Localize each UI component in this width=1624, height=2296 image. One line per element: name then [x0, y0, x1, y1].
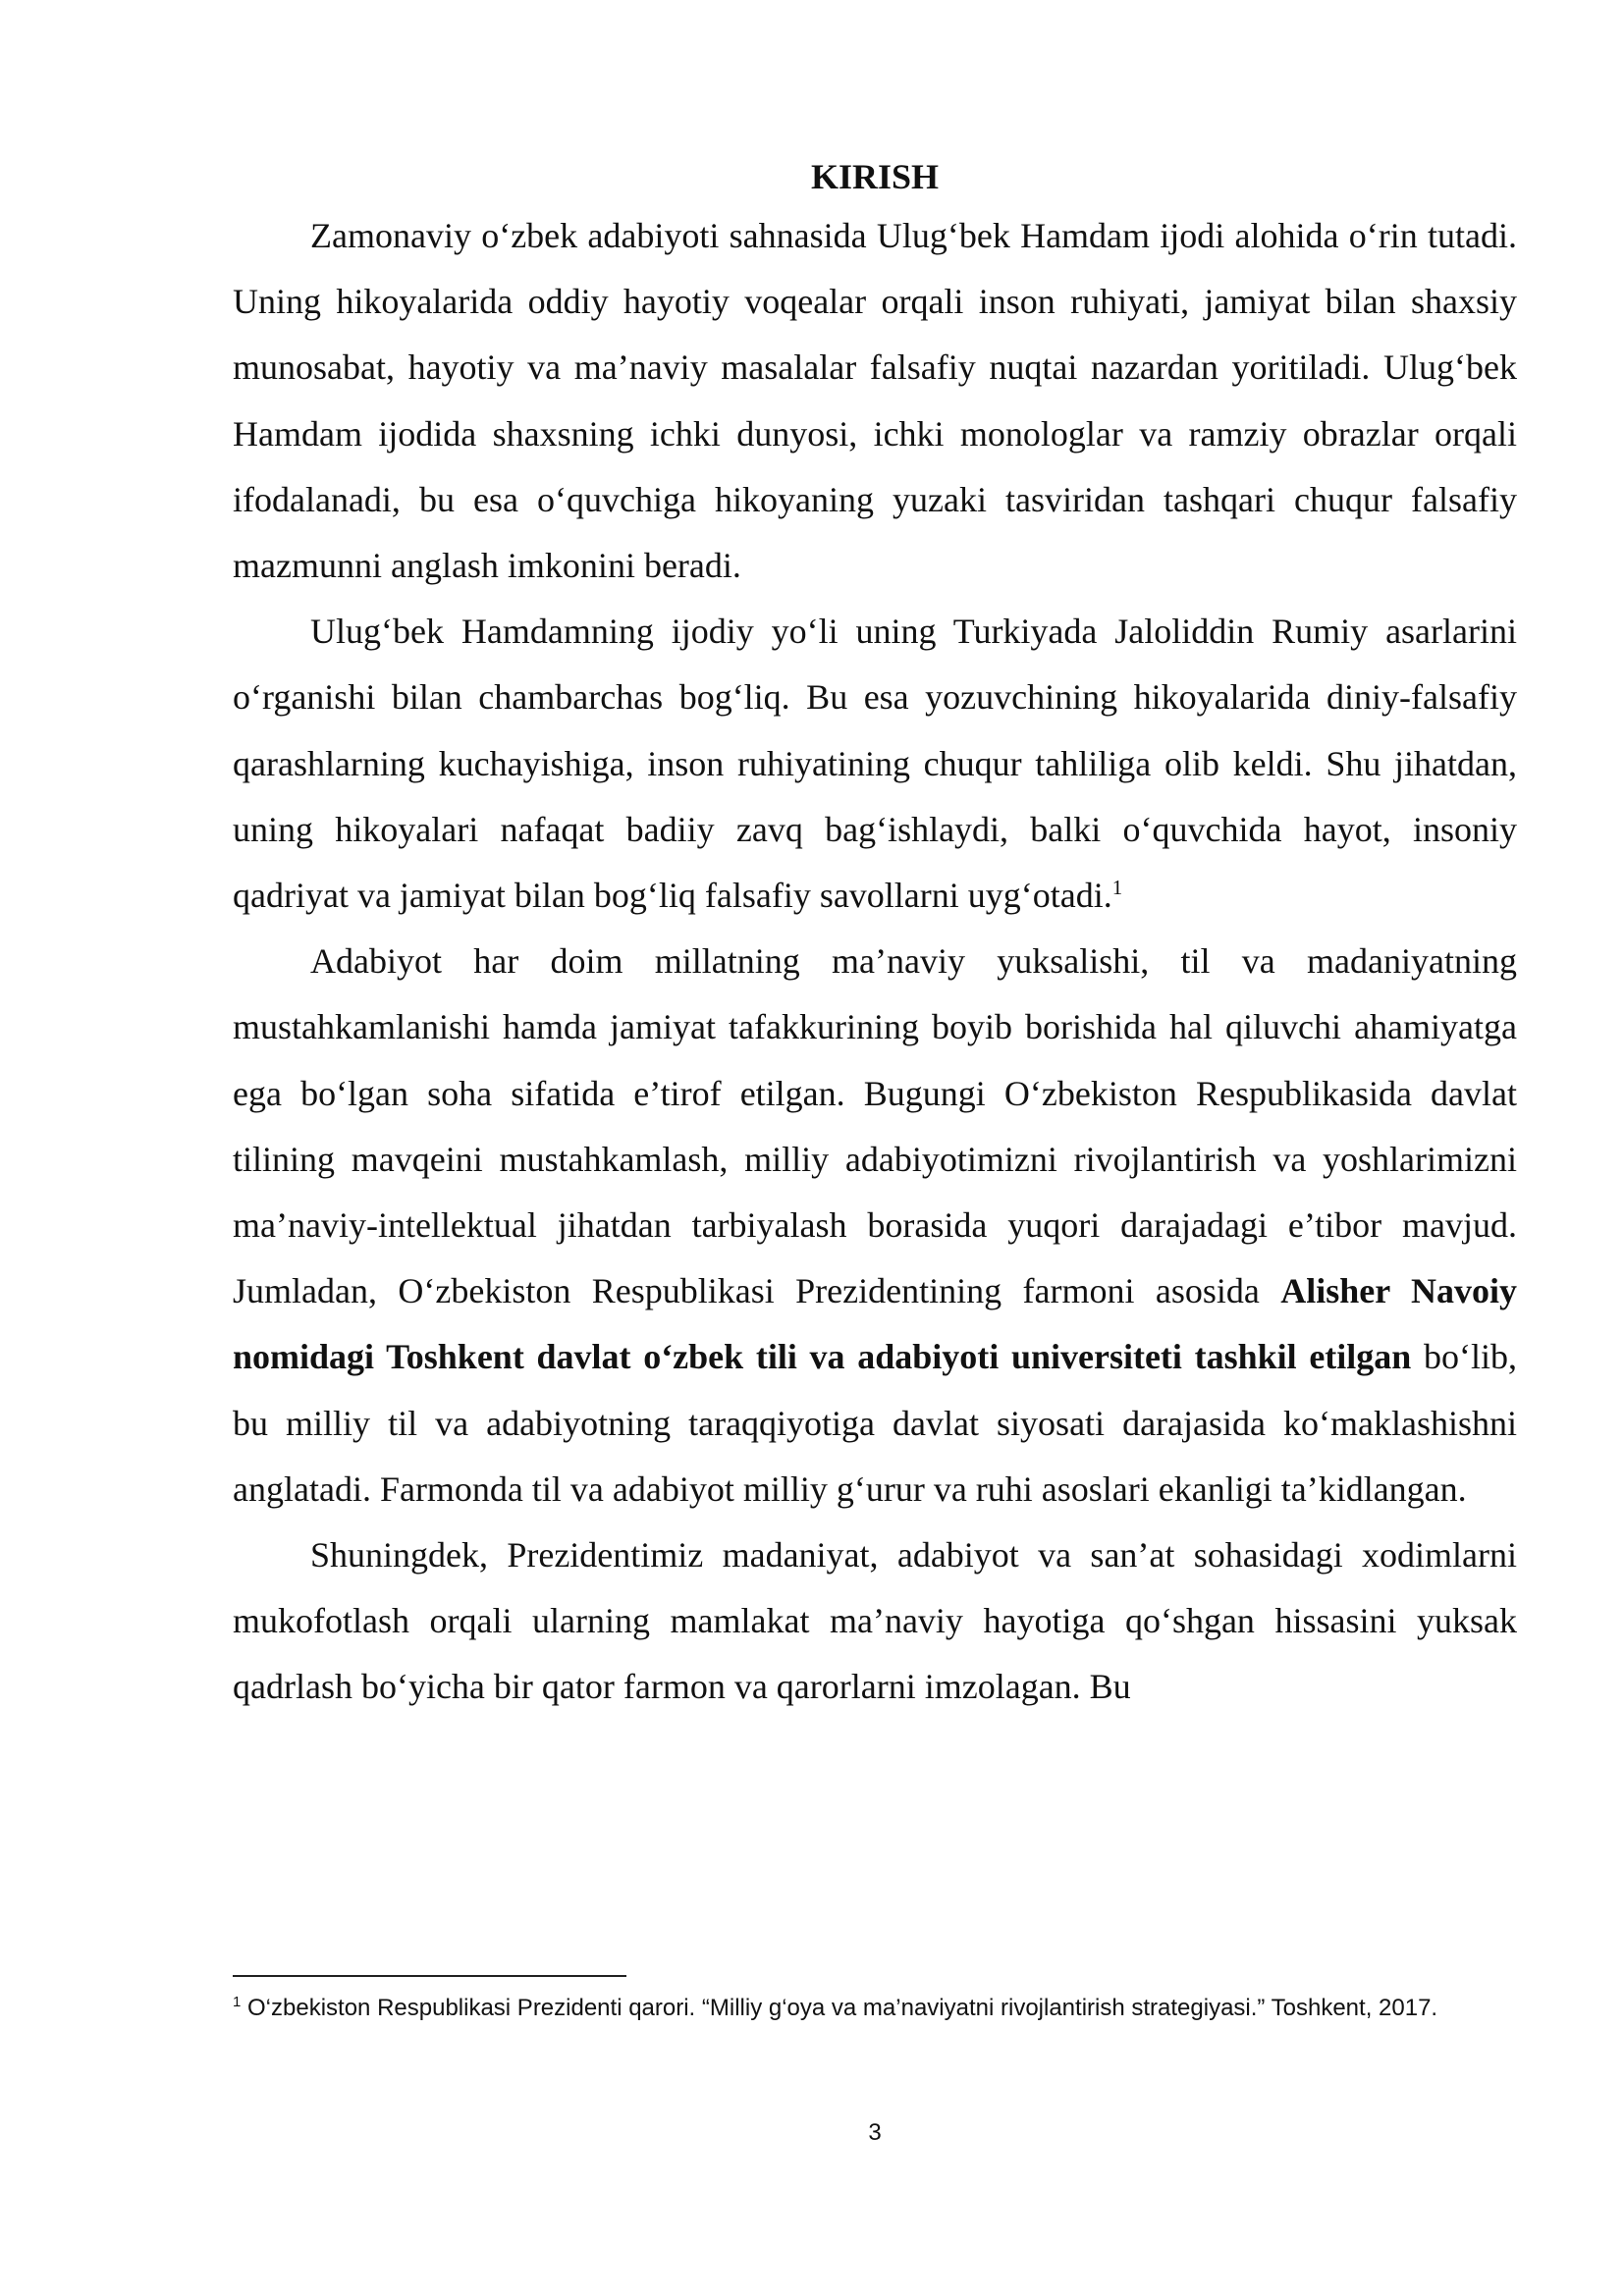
paragraph-3 [233, 929, 1517, 1522]
body-text [233, 152, 1517, 1721]
footnote-reference[interactable]: 1 [1111, 876, 1123, 900]
paragraph-3-bold-text: Alisher Navoiy nomidagi Toshkent davlat o‘zbek tili va adabiyoti universiteti tashkil etilgan [233, 1271, 1517, 1377]
paragraph-4-text: Shuningdek, Prezidentimiz madaniyat, adabiyot va san’at sohasidagi xodimlarni mukofotlash orqali ularning mamlakat ma’naviy hayotiga qo‘shgan hissasini yuksak qadrlash bo‘yicha bir qator farmon va qarorlarni imzolagan. Bu [233, 1535, 1517, 1707]
footnote-text: O‘zbekiston Respublikasi Prezidenti qarori. “Milliy g‘oya va ma’naviyatni rivojlantirish strategiyasi.” Toshkent, 2017. [241, 1995, 1438, 2021]
paragraph-3-text-start: Adabiyot har doim millatning ma’naviy yuksalishi, til va madaniyatning mustahkamlanishi hamda jamiyat tafakkurining boyib borishida hal qiluvchi ahamiyatga ega bo‘lgan soha sifatida e’tirof etilgan. Bugungi O‘zbekiston Respublikasida davlat tilining mavqeini mustahkamlash, milliy adabiyotimizni rivojlantirish va yoshlarimizni ma’naviy-intellektual jihatdan tarbiyalash borasida yuqori darajadagi e’tibor mavjud. Jumladan, O‘zbekiston Respublikasi Prezidentining farmoni asosida [233, 941, 1517, 1311]
paragraph-2 [233, 599, 1517, 929]
page-number: 3 [868, 2119, 882, 2146]
footnote-separator [233, 1975, 626, 1977]
footnote-marker: 1 [233, 1994, 242, 2010]
paragraph-3-text-end: bo‘lib, bu milliy til va adabiyotning taraqqiyotiga davlat siyosati darajasida ko‘maklashishni anglatadi. Farmonda til va adabiyot milliy g‘urur va ruhi asoslari ekanligi ta’kidlangan. [233, 1337, 1518, 1509]
paragraph-1 [233, 203, 1517, 599]
paragraph-4 [233, 1522, 1517, 1721]
footnote [233, 1990, 1517, 2026]
page-title: KIRISH [810, 157, 940, 196]
paragraph-1-text: Zamonaviy o‘zbek adabiyoti sahnasida Ulug‘bek Hamdam ijodi alohida o‘rin tutadi. Uning hikoyalarida oddiy hayotiy voqealar orqali inson ruhiyati, jamiyat bilan shaxsiy munosabat, hayotiy va ma’naviy masalalar falsafiy nuqtai nazardan yoritiladi. Ulug‘bek Hamdam ijodida shaxsning ichki dunyosi, ichki monologlar va ramziy obrazlar orqali ifodalanadi, bu esa o‘quvchiga hikoyaning yuzaki tasviridan tashqari chuqur falsafiy mazmunni anglash imkonini beradi. [233, 216, 1517, 586]
paragraph-2-text: Ulug‘bek Hamdamning ijodiy yo‘li uning Turkiyada Jaloliddin Rumiy asarlarini o‘rganishi bilan chambarchas bog‘liq. Bu esa yozuvchining hikoyalarida diniy-falsafiy qarashlarning kuchayishiga, inson ruhiyatining chuqur tahliliga olib keldi. Shu jihatdan, uning hikoyalari nafaqat badiiy zavq bag‘ishlaydi, balki o‘quvchida hayot, insoniy qadriyat va jamiyat bilan bog‘liq falsafiy savollarni uyg‘otadi. [233, 612, 1517, 916]
